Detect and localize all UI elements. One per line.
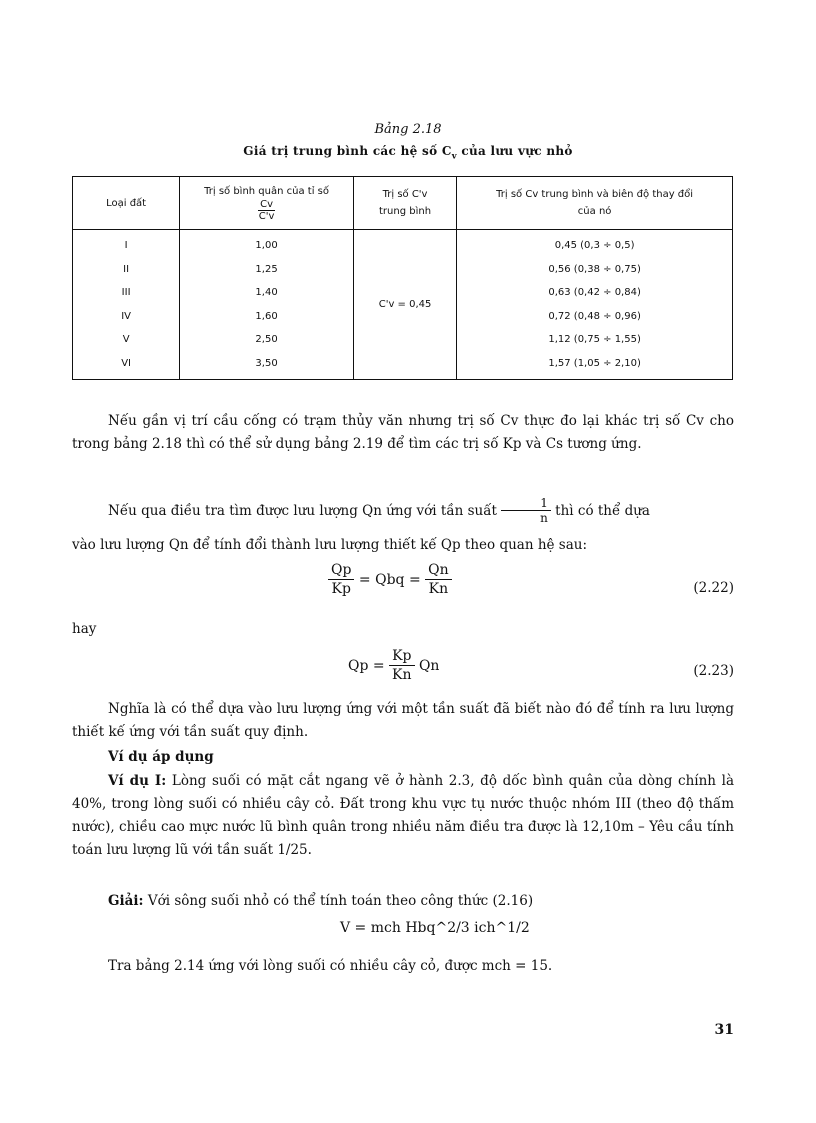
table-cell: 0,45 (0,3 ÷ 0,5) bbox=[554, 240, 635, 251]
equation-velocity: V = mch Hbq^2/3 ich^1/2 bbox=[340, 920, 530, 936]
table-cell: 0,63 (0,42 ÷ 0,84) bbox=[548, 287, 641, 298]
paragraph-2-cont: vào lưu lượng Qn để tính đổi thành lưu lượng thiết kế Qp theo quan hệ sau: bbox=[72, 537, 588, 553]
paragraph-2: Nếu qua điều tra tìm được lưu lượng Qn ứng với tần suất $\frac{1}{n}$ thì có thể dựa bbox=[108, 496, 650, 526]
header-ratio: Trị số bình quân của tỉ số $\frac{Cv}{C'v}$ bbox=[180, 177, 354, 230]
header-cv-range: Trị số Cv trung bình và biên độ thay đổi của nó bbox=[457, 177, 733, 230]
paragraph-1: Nếu gần vị trí cầu cống có trạm thủy văn nhưng trị số Cv thực đo lại khác trị số Cv cho trong bảng 2.18 thì có thể sử dụng bảng 2.19 để tìm các trị số Kp và Cs tương ứng. bbox=[72, 413, 734, 452]
cv-table bbox=[72, 176, 733, 380]
table-caption-title: Giá trị trung bình các hệ số $C_v$ của lưu vực nhỏ bbox=[243, 144, 573, 161]
soil-type-column bbox=[73, 230, 180, 380]
header-soil-type: Loại đất bbox=[73, 177, 180, 230]
example-1: Ví dụ I: Lòng suối có mặt cắt ngang vẽ ở hành 2.3, độ dốc bình quân của dòng chính là 40%, trong lòng suối có nhiều cây cỏ. Đất trong khu vực tụ nước thuộc nhóm III (theo độ thấm nước), chiều cao mực nước lũ bình quân trong nhiều năm điều tra được là 12,10m – Yêu cầu tính toán lưu lượng lũ với tần suất 1/25. bbox=[72, 773, 735, 858]
table-cell: 0,56 (0,38 ÷ 0,75) bbox=[548, 263, 641, 275]
table-cell: I bbox=[124, 240, 128, 251]
table-cell: 1,12 (0,75 ÷ 1,55) bbox=[548, 334, 641, 345]
last-line: Tra bảng 2.14 ứng với lòng suối có nhiều cây cỏ, được mch = 15. bbox=[108, 958, 553, 974]
equation-number-2-22: (2.22) bbox=[693, 580, 734, 596]
table-cell: 1,57 (1,05 ÷ 2,10) bbox=[548, 357, 641, 369]
table-cell: 2,50 bbox=[255, 334, 278, 345]
mean-cv-cell: C'v = 0,45 bbox=[353, 230, 456, 380]
ratio-fraction: $\frac{Cv}{C'v}$ bbox=[258, 199, 275, 222]
table-cell: 1,40 bbox=[255, 287, 278, 298]
equation-2-23: Qp = $\frac{Kp}{Kn}$ Qn bbox=[348, 648, 440, 683]
table-cell: 1,25 bbox=[255, 263, 278, 275]
header-mean-cv: Trị số C'v trung bình bbox=[353, 177, 456, 230]
table-caption-number: Bảng 2.18 bbox=[374, 122, 442, 137]
table-cell: III bbox=[121, 287, 131, 298]
word-hay: hay bbox=[72, 621, 97, 637]
ratio-column bbox=[180, 230, 354, 380]
table-cell: 3,50 bbox=[255, 357, 278, 369]
equation-2-22: $\frac{Qp}{Kp}$ = Qbq = $\frac{Qn}{Kn}$ bbox=[328, 562, 452, 598]
table-cell: 1,00 bbox=[255, 240, 278, 251]
table-cell: 0,72 (0,48 ÷ 0,96) bbox=[548, 310, 641, 322]
equation-number-2-23: (2.23) bbox=[693, 663, 734, 679]
table-cell: IV bbox=[121, 310, 131, 322]
page-number: 31 bbox=[714, 1022, 734, 1038]
table-cell: 1,60 bbox=[255, 310, 278, 322]
cv-range-column bbox=[457, 230, 733, 380]
table-cell: VI bbox=[121, 357, 131, 369]
table-cell: V bbox=[122, 334, 130, 345]
paragraph-3: Nghĩa là có thể dựa vào lưu lượng ứng với một tần suất đã biết nào đó để tính ra lưu lượng thiết kế ứng với tần suất quy định. bbox=[72, 701, 734, 740]
example-heading: Ví dụ áp dụng bbox=[108, 749, 214, 765]
solution: Giải: Với sông suối nhỏ có thể tính toán theo công thức (2.16) bbox=[108, 893, 534, 909]
table-cell: II bbox=[123, 263, 130, 275]
frequency-fraction: $\frac{1}{n}$ bbox=[501, 496, 551, 527]
